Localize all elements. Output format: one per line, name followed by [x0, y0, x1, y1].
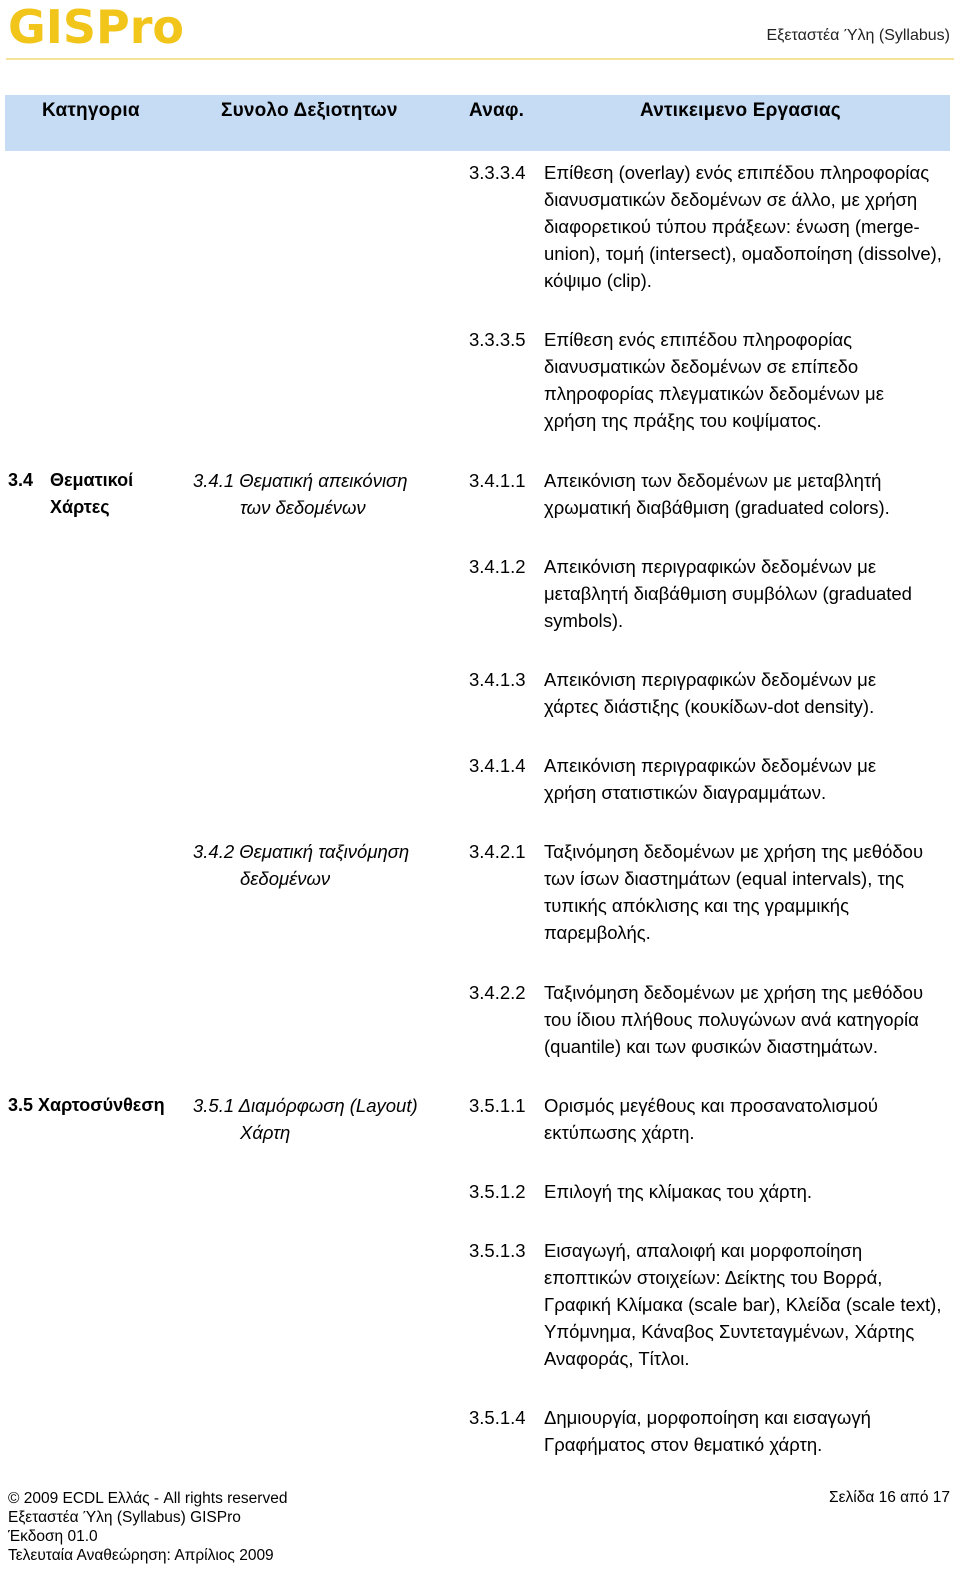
row-description	[544, 666, 954, 720]
skill-set-label-line: Χάρτη	[240, 1122, 291, 1143]
category-number: 3.4	[8, 470, 34, 490]
row-description	[544, 467, 954, 521]
row-description	[544, 553, 954, 634]
row-description-line: χάρτες διάστιξης (κουκίδων-dot density).	[544, 696, 875, 717]
category-label-line: Χαρτοσύνθεση	[38, 1095, 165, 1115]
row-description-line: Αναφοράς, Τίτλοι.	[544, 1348, 690, 1369]
row-description-line: παρεμβολής.	[544, 922, 651, 943]
row-description-line: Εισαγωγή, απαλοιφή και μορφοποίηση	[544, 1240, 863, 1261]
category-label-line: Θεματικοί	[50, 470, 134, 490]
footer-revision: Τελευταία Αναθεώρηση: Απρίλιος 2009	[8, 1547, 274, 1564]
row-ref: 3.4.2.2	[469, 982, 526, 1003]
row-ref: 3.3.3.4	[469, 162, 526, 183]
row-description	[544, 1092, 954, 1146]
skill-set-number: 3.5.1	[193, 1095, 235, 1116]
row-description-line: Γραφήματος στον θεματικό χάρτη.	[544, 1434, 823, 1455]
row-description-line: χρωματική διαβάθμιση (graduated colors).	[544, 497, 890, 518]
row-description-line: union), τομή (intersect), ομαδοποίηση (dissolve),	[544, 243, 942, 264]
row-description-line: Απεικόνιση περιγραφικών δεδομένων με	[544, 556, 877, 577]
skill-set-label-line: Θεματική ταξινόμηση	[239, 841, 410, 862]
header-divider	[6, 58, 954, 60]
row-ref: 3.5.1.1	[469, 1095, 526, 1116]
row-ref: 3.4.2.1	[469, 841, 526, 862]
row-description-line: κόψιμο (clip).	[544, 270, 652, 291]
row-description-line: Απεικόνιση περιγραφικών δεδομένων με	[544, 669, 877, 690]
row-description-line: μεταβλητή διαβάθμιση συμβόλων (graduated	[544, 583, 912, 604]
row-description-line: διανυσματικών δεδομένων σε επίπεδο	[544, 356, 859, 377]
document-title: Εξεταστέα Ύλη (Syllabus)	[766, 27, 950, 44]
row-description-line: Επίθεση (overlay) ενός επιπέδου πληροφορίας	[544, 162, 930, 183]
skill-set-label-line: των δεδομένων	[240, 497, 366, 518]
row-description-line: Επιλογή της κλίμακας του χάρτη.	[544, 1181, 813, 1202]
skill-set-3-4-1	[193, 467, 407, 521]
row-description-line: Γραφική Κλίμακα (scale bar), Κλείδα (scale text),	[544, 1294, 942, 1315]
footer-info	[8, 1489, 287, 1565]
footer-edition: Έκδοση 01.0	[8, 1528, 98, 1545]
row-description	[544, 1404, 954, 1458]
row-description-line: Επίθεση ενός επιπέδου πληροφορίας	[544, 329, 853, 350]
column-header-category: Κατηγορια	[42, 100, 140, 121]
row-ref: 3.4.1.2	[469, 556, 526, 577]
skill-set-number: 3.4.1	[193, 470, 235, 491]
skill-set-label-line: Διαμόρφωση (Layout)	[238, 1095, 418, 1116]
gispro-logo: GISPro	[8, 0, 185, 54]
category-3-4	[8, 467, 133, 521]
column-header-ref: Αναφ.	[469, 100, 525, 121]
footer-copyright: © 2009 ECDL Ελλάς - All rights reserved	[8, 1490, 288, 1507]
row-ref: 3.5.1.2	[469, 1181, 526, 1202]
row-description-line: εποπτικών στοιχείων: Δείκτης του Βορρά,	[544, 1267, 883, 1288]
row-description-line: πληροφορίας πλεγματικών δεδομένων με	[544, 383, 884, 404]
row-description	[544, 838, 954, 946]
row-description-line: διαφορετικού τύπου πράξεων: ένωση (merge-	[544, 216, 920, 237]
category-number: 3.5	[8, 1095, 34, 1115]
skill-set-3-5-1	[193, 1092, 418, 1146]
row-description-line: Ορισμός μεγέθους και προσανατολισμού	[544, 1095, 879, 1116]
footer-doc-name: Εξεταστέα Ύλη (Syllabus) GISPro	[8, 1509, 241, 1526]
category-label-line: Χάρτες	[50, 497, 110, 517]
row-description	[544, 326, 954, 434]
skill-set-label-line: Θεματική απεικόνιση	[239, 470, 408, 491]
row-description-line: Υπόμνημα, Κάναβος Συντεταγμένων, Χάρτης	[544, 1321, 915, 1342]
category-3-5	[8, 1092, 165, 1119]
row-ref: 3.4.1.3	[469, 669, 526, 690]
row-description	[544, 159, 954, 294]
column-header-task-item: Αντικειμενο Εργασιας	[640, 100, 841, 121]
row-description-line: των ίσων διαστημάτων (equal intervals), της	[544, 868, 905, 889]
row-ref: 3.5.1.4	[469, 1407, 526, 1428]
row-description	[544, 979, 954, 1060]
row-description	[544, 1178, 954, 1205]
row-description-line: εκτύπωσης χάρτη.	[544, 1122, 695, 1143]
row-description-line: Ταξινόμηση δεδομένων με χρήση της μεθόδου	[544, 982, 924, 1003]
skill-set-3-4-2	[193, 838, 409, 892]
skill-set-label-line: δεδομένων	[240, 868, 331, 889]
row-ref: 3.4.1.4	[469, 755, 526, 776]
row-description-line: Απεικόνιση των δεδομένων με μεταβλητή	[544, 470, 882, 491]
row-description-line: Ταξινόμηση δεδομένων με χρήση της μεθόδου	[544, 841, 924, 862]
row-description-line: χρήση της πράξης του κοψίματος.	[544, 410, 822, 431]
row-ref: 3.3.3.5	[469, 329, 526, 350]
row-description	[544, 1237, 954, 1372]
row-description-line: Απεικόνιση περιγραφικών δεδομένων με	[544, 755, 877, 776]
row-description-line: χρήση στατιστικών διαγραμμάτων.	[544, 782, 827, 803]
row-description-line: διανυσματικών δεδομένων σε άλλο, με χρήση	[544, 189, 918, 210]
skill-set-number: 3.4.2	[193, 841, 235, 862]
page-number: Σελίδα 16 από 17	[829, 1489, 950, 1506]
row-description-line: symbols).	[544, 610, 624, 631]
row-ref: 3.4.1.1	[469, 470, 526, 491]
row-description-line: του ίδιου πλήθους πολυγώνων ανά κατηγορία	[544, 1009, 919, 1030]
row-ref: 3.5.1.3	[469, 1240, 526, 1261]
row-description-line: Δημιουργία, μορφοποίηση και εισαγωγή	[544, 1407, 871, 1428]
row-description-line: τυπικής απόκλισης και της γραμμικής	[544, 895, 849, 916]
row-description	[544, 752, 954, 806]
row-description-line: (quantile) και των φυσικών διαστημάτων.	[544, 1036, 878, 1057]
column-header-skill-set: Συνολο Δεξιοτητων	[221, 100, 398, 121]
